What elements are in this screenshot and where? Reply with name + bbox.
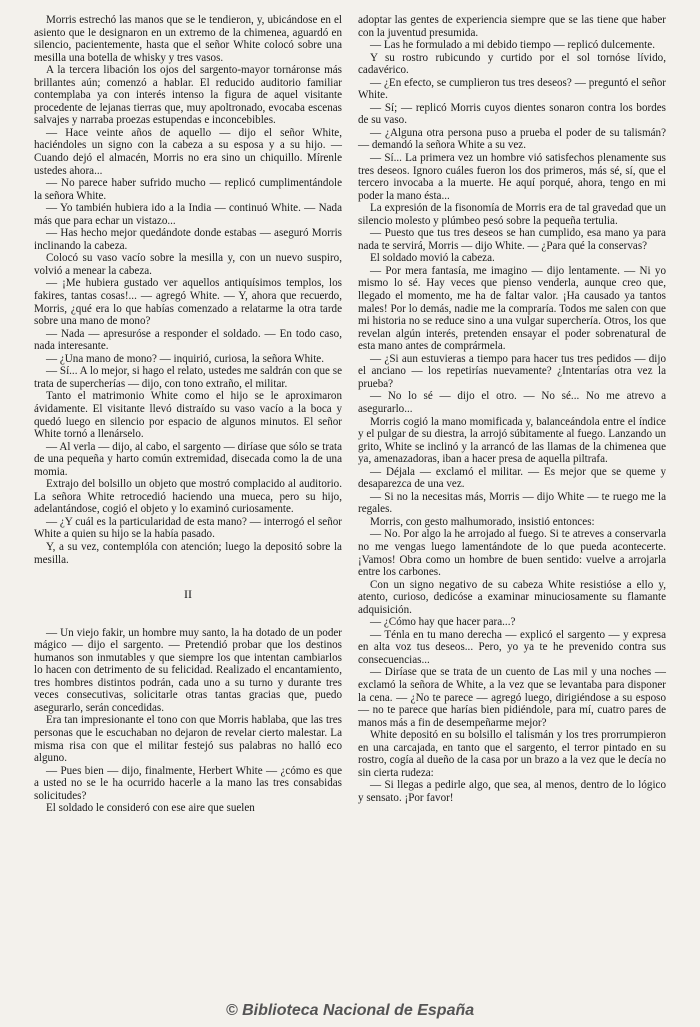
paragraph: — Por mera fantasía, me imagino — dijo lentamente. — Ni yo mismo lo sé. Hay veces que pienso venderla, aunque creo que, llegado el momento, me ha de faltar valor. ¡Ha causado ya tantos males! Por lo demás, nadie me la compraría. Todos me salen con que mi historia no se reduce sino a una vulgar superchería. Otros, los que revelan algún interés, pretenden ensayar el poder sobrenatural de esta mano antes de comprármela.: [358, 264, 666, 353]
paragraph: Y su rostro rubicundo y curtido por el sol tornóse lívido, cadavérico.: [358, 51, 666, 77]
paragraph: — Pues bien — dijo, finalmente, Herbert White — ¿cómo es que a usted no se le ha ocurrido hacerle a la mano las tres consabidas solicitudes?: [34, 764, 342, 802]
paragraph: — ¿En efecto, se cumplieron tus tres deseos? — preguntó el señor White.: [358, 76, 666, 102]
paragraph: — Ténla en tu mano derecha — explicó el sargento — y expresa en alta voz tus deseos... Pero, yo ya te he prevenido contra sus consecuencias...: [358, 628, 666, 666]
left-column: [34, 14, 342, 994]
paragraph: Morris, con gesto malhumorado, insistió entonces:: [370, 515, 595, 528]
paragraph: Extrajo del bolsillo un objeto que mostró complacido al auditorio. La señora White retrocedió haciendo una mueca, pero su hijo, adelantándose, cogió el objeto y lo examinó curiosamente.: [34, 478, 342, 516]
paragraph: — Puesto que tus tres deseos se han cumplido, esa mano ya para nada te servirá, Morris — dijo White. — ¿Para qué la conservas?: [358, 227, 666, 252]
paragraph: — Has hecho mejor quedándote donde estabas — aseguró Morris inclinando la cabeza.: [34, 227, 342, 252]
paragraph: A la tercera libación los ojos del sargento-mayor tornáronse más brillantes aún; comenzó a hablar. El reducido auditorio familiar contemplaba ya con interés intenso la figura de aquel visitante procedente de lejanas tierras que, muy apoltronado, evocaba escenas salvajes y narraba proezas estupendas e inconcebibles.: [34, 64, 342, 127]
paragraph: — No. Por algo la he arrojado al fuego. Si te atreves a conservarla no me vengas luego lamentándote de lo que pueda acontecerte. ¡Vamos! Obra como un hombre de buen sentido: vuelve a arrojarla entre los carbones.: [358, 528, 666, 579]
right-column: [358, 14, 666, 994]
paragraph: — ¿Alguna otra persona puso a prueba el poder de su talismán? — demandó la señora White a su vez.: [358, 126, 666, 152]
paragraph: Morris estrechó las manos que se le tendieron, y, ubicándose en el asiento que le designaron en un extremo de la chimenea, aguardó en silencio, pacientemente, hasta que el señor White colocó sobre una mesilla una botella de whisky y tres vasos.: [34, 14, 342, 64]
paragraph: Colocó su vaso vacío sobre la mesilla y, con un nuevo suspiro, volvió a menear la cabeza.: [34, 252, 342, 277]
paragraph: Era tan impresionante el tono con que Morris hablaba, que las tres personas que le escuchaban no dejaron de revelar cierto malestar. La misma risa con que el militar festejó sus palabras no halló eco alguno.: [34, 714, 342, 765]
paragraph: — Sí... La primera vez un hombre vió satisfechos plenamente sus tres deseos. Ignoro cuáles fueron los dos primeros, más sé, sí, que el tercero invocaba a la muerte. He aquí porqué, ahora, tengo en mi poder la mano ésta...: [358, 152, 666, 202]
library-watermark: © Biblioteca Nacional de España: [225, 1002, 475, 1019]
paragraph: El soldado le consideró con ese aire que suelen: [46, 802, 255, 815]
paragraph: Morris cogió la mano momificada y, balanceándola entre el índice y el pulgar de su diestra, la arrojó súbitamente al fuego. Lanzando un grito, White se inclinó y la arrancó de las llamas de la chimenea que ya, amenazadoras, iban a hacer presa de aquella piltrafa.: [358, 415, 666, 466]
paragraph: — No parece haber sufrido mucho — replicó cumplimentándole la señora White.: [34, 177, 342, 202]
paragraph: — ¿Y cuál es la particularidad de esta mano? — interrogó el señor White a quien su hijo se la había pasado.: [34, 515, 342, 541]
paragraph: — ¿Si aun estuvieras a tiempo para hacer tus tres pedidos — dijo el anciano — los repetirías nuevamente? ¿Intentarías otra vez la prueba?: [358, 352, 666, 390]
paragraph: — Si llegas a pedirle algo, que sea, al menos, dentro de lo lógico y sensato. ¡Por favor!: [358, 779, 666, 804]
paragraph: — Al verla — dijo, al cabo, el sargento — diríase que sólo se trata de una pequeña y harto común extremidad, disecada como la de una momia.: [34, 440, 342, 478]
paragraph: Y, a su vez, contemplóla con atención; luego la depositó sobre la mesilla.: [34, 540, 342, 566]
paragraph: — Si no la necesitas más, Morris — dijo White — te ruego me la regales.: [358, 490, 666, 516]
paragraph: El soldado movió la cabeza.: [370, 252, 495, 265]
paragraph: — Sí... A lo mejor, si hago el relato, ustedes me saldrán con que se trata de supercherías — dijo, con tono extraño, el militar.: [34, 365, 342, 390]
paragraph: — Yo también hubiera ido a la India — continuó White. — Nada más que para echar un vistazo...: [34, 202, 342, 227]
paragraph: — Sí; — replicó Morris cuyos dientes sonaron contra los bordes de su vaso.: [358, 101, 666, 127]
paragraph: — Diríase que se trata de un cuento de Las mil y una noches — exclamó la señora de White, a la vez que se levantaba para disponer la cena. — ¿No te parece — agregó luego, dirigiéndose a su esposo — no te parece que harías bien pidiéndole, para mí, cuatro pares de manos más a fin de desempeñarme mejor?: [358, 666, 666, 729]
paragraph: — ¿Una mano de mono? — inquirió, curiosa, la señora White.: [46, 352, 324, 365]
paragraph: — No lo sé — dijo el otro. — No sé... No me atrevo a asegurarlo...: [358, 390, 666, 415]
paragraph: Tanto el matrimonio White como el hijo se le aproximaron ávidamente. El visitante llevó distraído su vaso vacío a la boca y quedó luego en silencio por espacio de algunos minutos. El señor White tornó a llenárselo.: [34, 390, 342, 441]
paragraph: — ¡Me hubiera gustado ver aquellos antiquísimos templos, los fakires, tantas cosas!... — agregó White. — Y, ahora que recuerdo, Morris, ¿qué era lo que habías comenzado a relatarme la otra tarde sobre una mano de mono?: [34, 277, 342, 328]
paragraph: — ¿Cómo hay que hacer para...?: [370, 616, 516, 629]
article-page: [34, 14, 666, 994]
paragraph: Con un signo negativo de su cabeza White resistióse a ello y, atento, curioso, dedicóse a examinar minuciosamente su flamante adquisición.: [358, 578, 666, 616]
paragraph: — Nada — apresuróse a responder el soldado. — En todo caso, nada interesante.: [34, 327, 342, 353]
section-number: II: [184, 587, 192, 602]
paragraph: La expresión de la fisonomía de Morris era de tal gravedad que un silencio molesto y plúmbeo pesó sobre la pequeña tertulia.: [358, 202, 666, 227]
paragraph: — Déjala — exclamó el militar. — Es mejor que se queme y desaparezca de una vez.: [358, 465, 666, 491]
paragraph: — Un viejo fakir, un hombre muy santo, la ha dotado de un poder mágico — dijo el sargento. — Pretendió probar que los destinos humanos son inmutables y que siempre los que intentan cambiarlos lo hacen con detrimento de su felicidad. Realizado el encantamiento, tres hombres distintos podrán, cada uno a su turno y durante tres veces consecutivas, solicitarle otras tantas gracias que, puedo asegurarlo, serán concedidas.: [34, 626, 342, 714]
paragraph: — Hace veinte años de aquello — dijo el señor White, haciéndoles un signo con la cabeza a su esposa y a su hijo. — Cuando dejó el almacén, Morris no era sino un chiquillo. Mírenle ustedes ahora...: [34, 126, 342, 177]
paragraph: adoptar las gentes de experiencia siempre que se las tiene que haber con la juventud presumida.: [358, 14, 666, 39]
paragraph: White depositó en su bolsillo el talismán y los tres prorrumpieron en una carcajada, en tanto que el sargento, el terror pintado en su rostro, cogía al dueño de la casa por un brazo a la vez que le decía no sin cierta rudeza:: [358, 729, 666, 779]
paragraph: — Las he formulado a mi debido tiempo — replicó dulcemente.: [370, 39, 655, 52]
